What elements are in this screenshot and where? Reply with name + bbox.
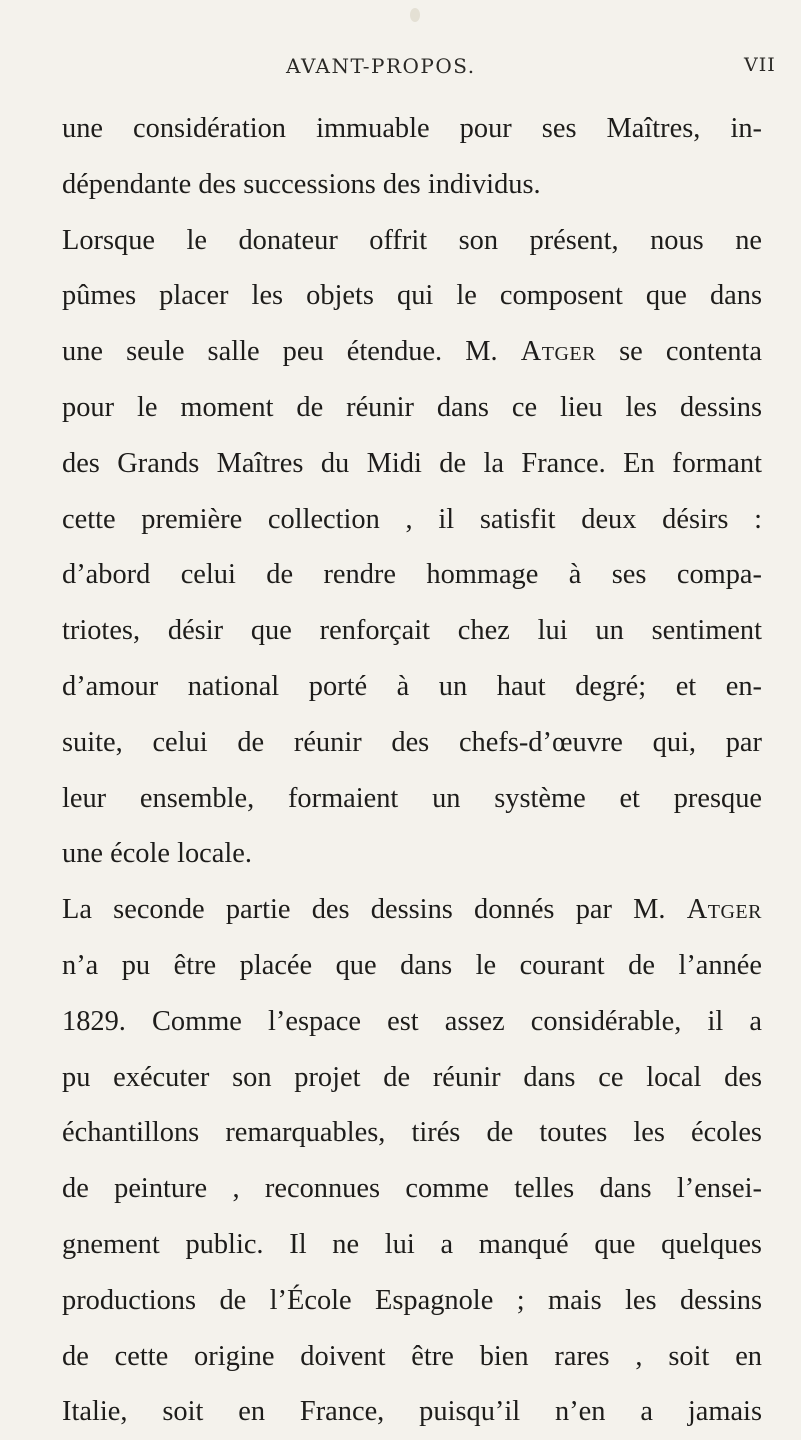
text-line: d’amour national porté à un haut degré; et en- (62, 670, 762, 702)
text-line: suite, celui de réunir des chefs-d’œuvre qui, par (62, 726, 762, 758)
paragraph-start-line (62, 882, 762, 938)
text-line: d’abord celui de rendre hommage à ses compa- (62, 559, 762, 591)
text-line: Italie, soit en France, puisqu’il n’en a jamais (62, 1396, 762, 1428)
text-line: pu exécuter son projet de réunir dans ce local des (62, 1061, 762, 1093)
text-line: triotes, désir que renforçait chez lui un sentiment (62, 615, 762, 647)
text-line: pour le moment de réunir dans ce lieu les dessins (62, 391, 762, 423)
text-line: échantillons remarquables, tirés de toutes les écoles (62, 1117, 762, 1149)
text-line: une école locale. (62, 838, 252, 870)
text-line: de cette origine doivent être bien rares , soit en (62, 1340, 762, 1372)
text-line: une considération immuable pour ses Maîtres, in- (62, 113, 762, 144)
text-line: n’a pu être placée que dans le courant de l’année (62, 949, 762, 981)
text-segment: La seconde partie des dessins donnés par M. (62, 894, 687, 926)
paragraph-start-line: Lorsque le donateur offrit son présent, nous ne (62, 224, 762, 256)
text-line: gnement public. Il ne lui a manqué que quelques (62, 1228, 762, 1260)
text-line: 1829. Comme l’espace est assez considérable, il a (62, 1005, 762, 1037)
text-line: productions de l’École Espagnole ; mais les dessins (62, 1284, 762, 1316)
text-segment: une seule salle peu étendue. M. (62, 336, 521, 368)
text-line (62, 324, 762, 380)
body-text (62, 101, 762, 1440)
text-line: dépendante des successions des individus. (62, 168, 541, 200)
running-head (0, 54, 801, 94)
text-line: des Grands Maîtres du Midi de la France. En formant (62, 447, 762, 479)
text-line: pûmes placer les objets qui le composent que dans (62, 280, 762, 312)
text-segment: se contenta (595, 336, 762, 368)
paper-smudge (410, 8, 420, 22)
donor-name: Atger (520, 336, 596, 368)
text-line: de peinture , reconnues comme telles dans l’ensei- (62, 1173, 762, 1205)
running-title: AVANT-PROPOS. (286, 54, 476, 78)
donor-name: Atger (686, 894, 762, 926)
text-line: cette première collection , il satisfit deux désirs : (62, 503, 762, 535)
text-line: leur ensemble, formaient un système et presque (62, 782, 762, 814)
page-number: VII (744, 54, 776, 76)
